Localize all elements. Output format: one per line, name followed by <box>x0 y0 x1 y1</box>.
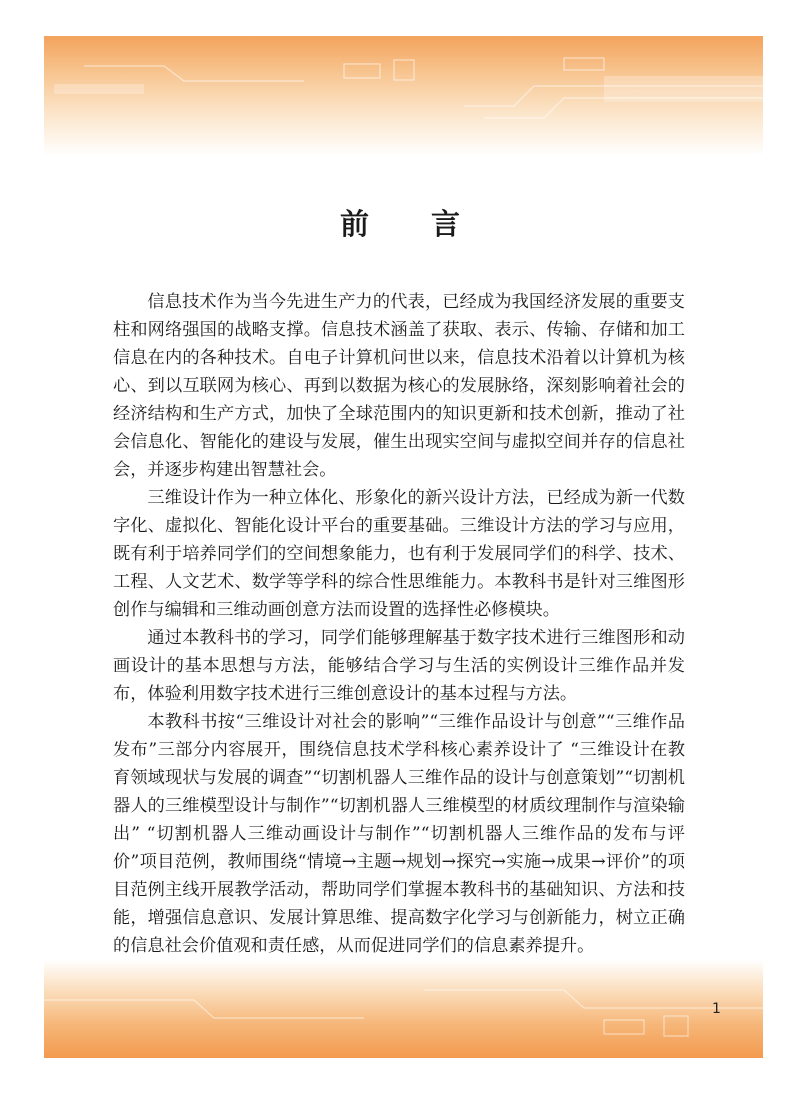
body-text <box>113 288 685 1044</box>
footer-circuit-pattern <box>44 960 763 1058</box>
footer-decoration <box>44 960 763 1058</box>
paragraph-3: 通过本教科书的学习，同学们能够理解基于数字技术进行三维图形和动画设计的基本思想与方法，能够结合学习与生活的实例设计三维作品并发布，体验利用数字技术进行三维创意设计的基本过程与方法。 <box>113 628 685 704</box>
header-decoration <box>44 36 763 156</box>
header-circuit-pattern <box>44 36 763 156</box>
paragraph-1: 信息技术作为当今先进生产力的代表，已经成为我国经济发展的重要支柱和网络强国的战略支撑。信息技术涵盖了获取、表示、传输、存储和加工信息在内的各种技术。自电子计算机问世以来，信息技术沿着以计算机为核心、到以互联网为核心、再到以数据为核心的发展脉络，深刻影响着社会的经济结构和生产方式，加快了全球范围内的知识更新和技术创新，推动了社会信息化、智能化的建设与发展，催生出现实空间与虚拟空间并存的信息社会，并逐步构建出智慧社会。 <box>113 292 685 480</box>
paragraph-4: 本教科书按“三维设计对社会的影响”“三维作品设计与创意”“三维作品发布”三部分内容展开，围绕信息技术学科核心素养设计了 “三维设计在教育领域现状与发展的调查”“切割机器人三维作品的设计与创意策划”“切割机器人的三维模型设计与制作”“切割机器人三维模型的材质纹理制作与渲染输出” “切割机器人三维动画设计与制作”“切割机器人三维作品的发布与评价”项目范例，教师围绕“情境→主题→规划→探究→实施→成果→评价”的项目范例主线开展教学活动，帮助同学们掌握本教科书的基础知识、方法和技能，增强信息意识、发展计算思维、提高数字化学习与创新能力，树立正确的信息社会价值观和责任感，从而促进同学们的信息素养提升。 <box>113 712 685 956</box>
page-title: 前 言 <box>339 207 487 241</box>
paragraph-2: 三维设计作为一种立体化、形象化的新兴设计方法，已经成为新一代数字化、虚拟化、智能化设计平台的重要基础。三维设计方法的学习与应用，既有利于培养同学们的空间想象能力，也有利于发展同学们的科学、技术、工程、人文艺术、数学等学科的综合性思维能力。本教科书是针对三维图形创作与编辑和三维动画创意方法而设置的选择性必修模块。 <box>113 488 685 620</box>
page-number: 1 <box>712 1001 721 1017</box>
